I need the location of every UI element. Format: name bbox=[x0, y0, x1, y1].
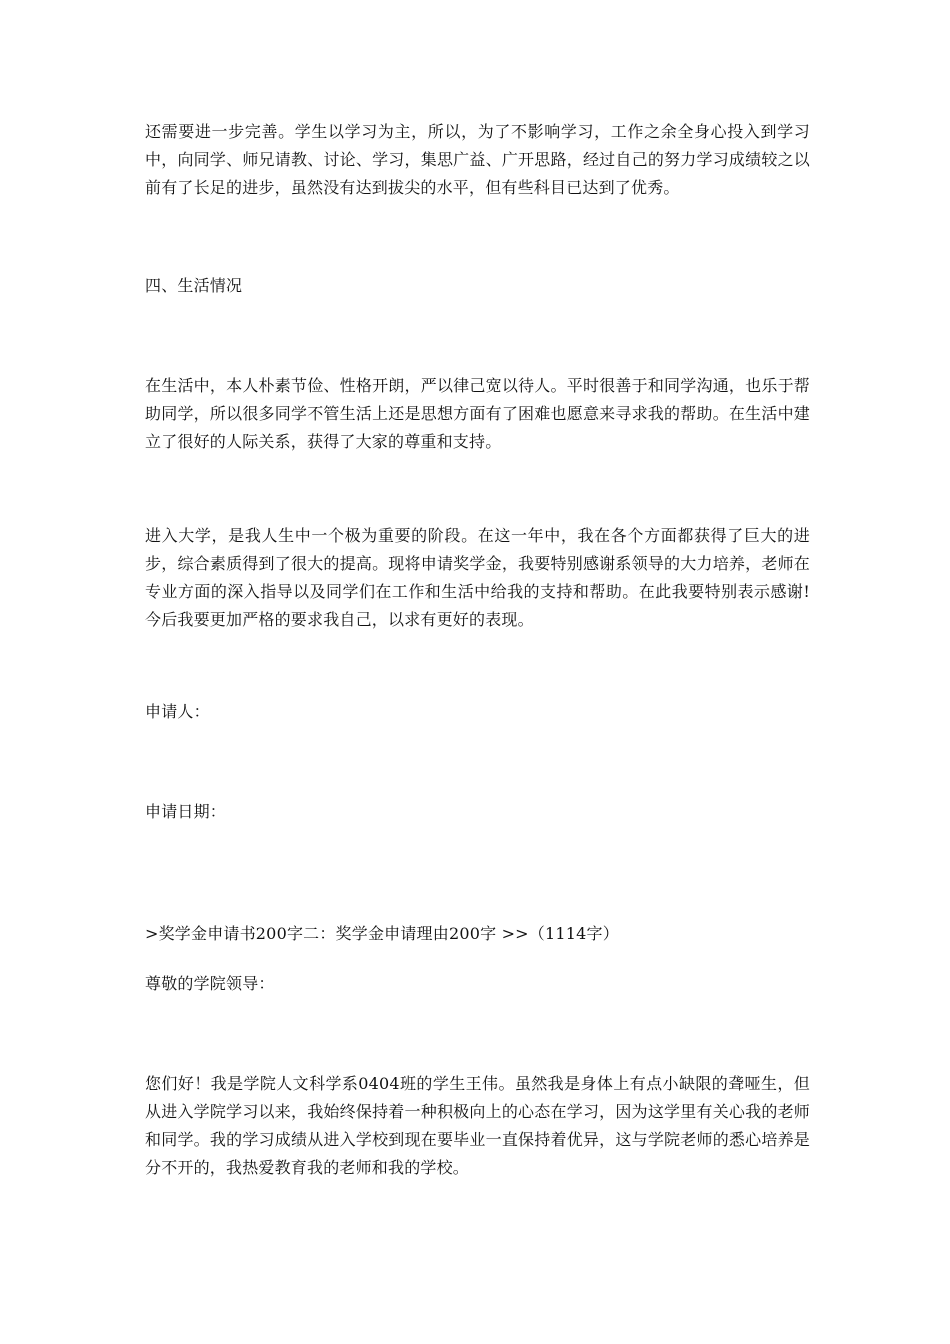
heading-life: 四、生活情况 bbox=[145, 276, 243, 295]
applicant-label: 申请人： bbox=[145, 702, 210, 721]
application-date-label: 申请日期： bbox=[145, 802, 227, 821]
paragraph-life: 在生活中，本人朴素节俭、性格开朗，严以律己宽以待人。平时很善于和同学沟通，也乐于帮助同学，所以很多同学不管生活上还是思想方面有了困难也愿意来寻求我的帮助。在生活中建立了很好的人际关系，获得了大家的尊重和支持。 bbox=[145, 376, 810, 451]
section-two-title: >奖学金申请书200字二：奖学金申请理由200字 >>（1114字） bbox=[145, 924, 619, 943]
paragraph-summary: 进入大学，是我人生中一个极为重要的阶段。在这一年中，我在各个方面都获得了巨大的进步，综合素质得到了很大的提高。现将申请奖学金，我要特别感谢系领导的大力培养，老师在专业方面的深入指导以及同学们在工作和生活中给我的支持和帮助。在此我要特别表示感谢!今后我要更加严格的要求我自己，以求有更好的表现。 bbox=[145, 526, 810, 629]
salutation: 尊敬的学院领导： bbox=[145, 974, 275, 993]
paragraph-study: 还需要进一步完善。学生以学习为主，所以，为了不影响学习，工作之余全身心投入到学习中，向同学、师兄请教、讨论、学习，集思广益、广开思路，经过自己的努力学习成绩较之以前有了长足的进步，虽然没有达到拔尖的水平，但有些科目已达到了优秀。 bbox=[145, 122, 810, 197]
paragraph-intro: 您们好！我是学院人文科学系0404班的学生王伟。虽然我是身体上有点小缺限的聋哑生，但从进入学院学习以来，我始终保持着一种积极向上的心态在学习，因为这学里有关心我的老师和同学。我的学习成绩从进入学校到现在要毕业一直保持着优异，这与学院老师的悉心培养是分不开的，我热爱教育我的老师和我的学校。 bbox=[145, 1074, 810, 1177]
